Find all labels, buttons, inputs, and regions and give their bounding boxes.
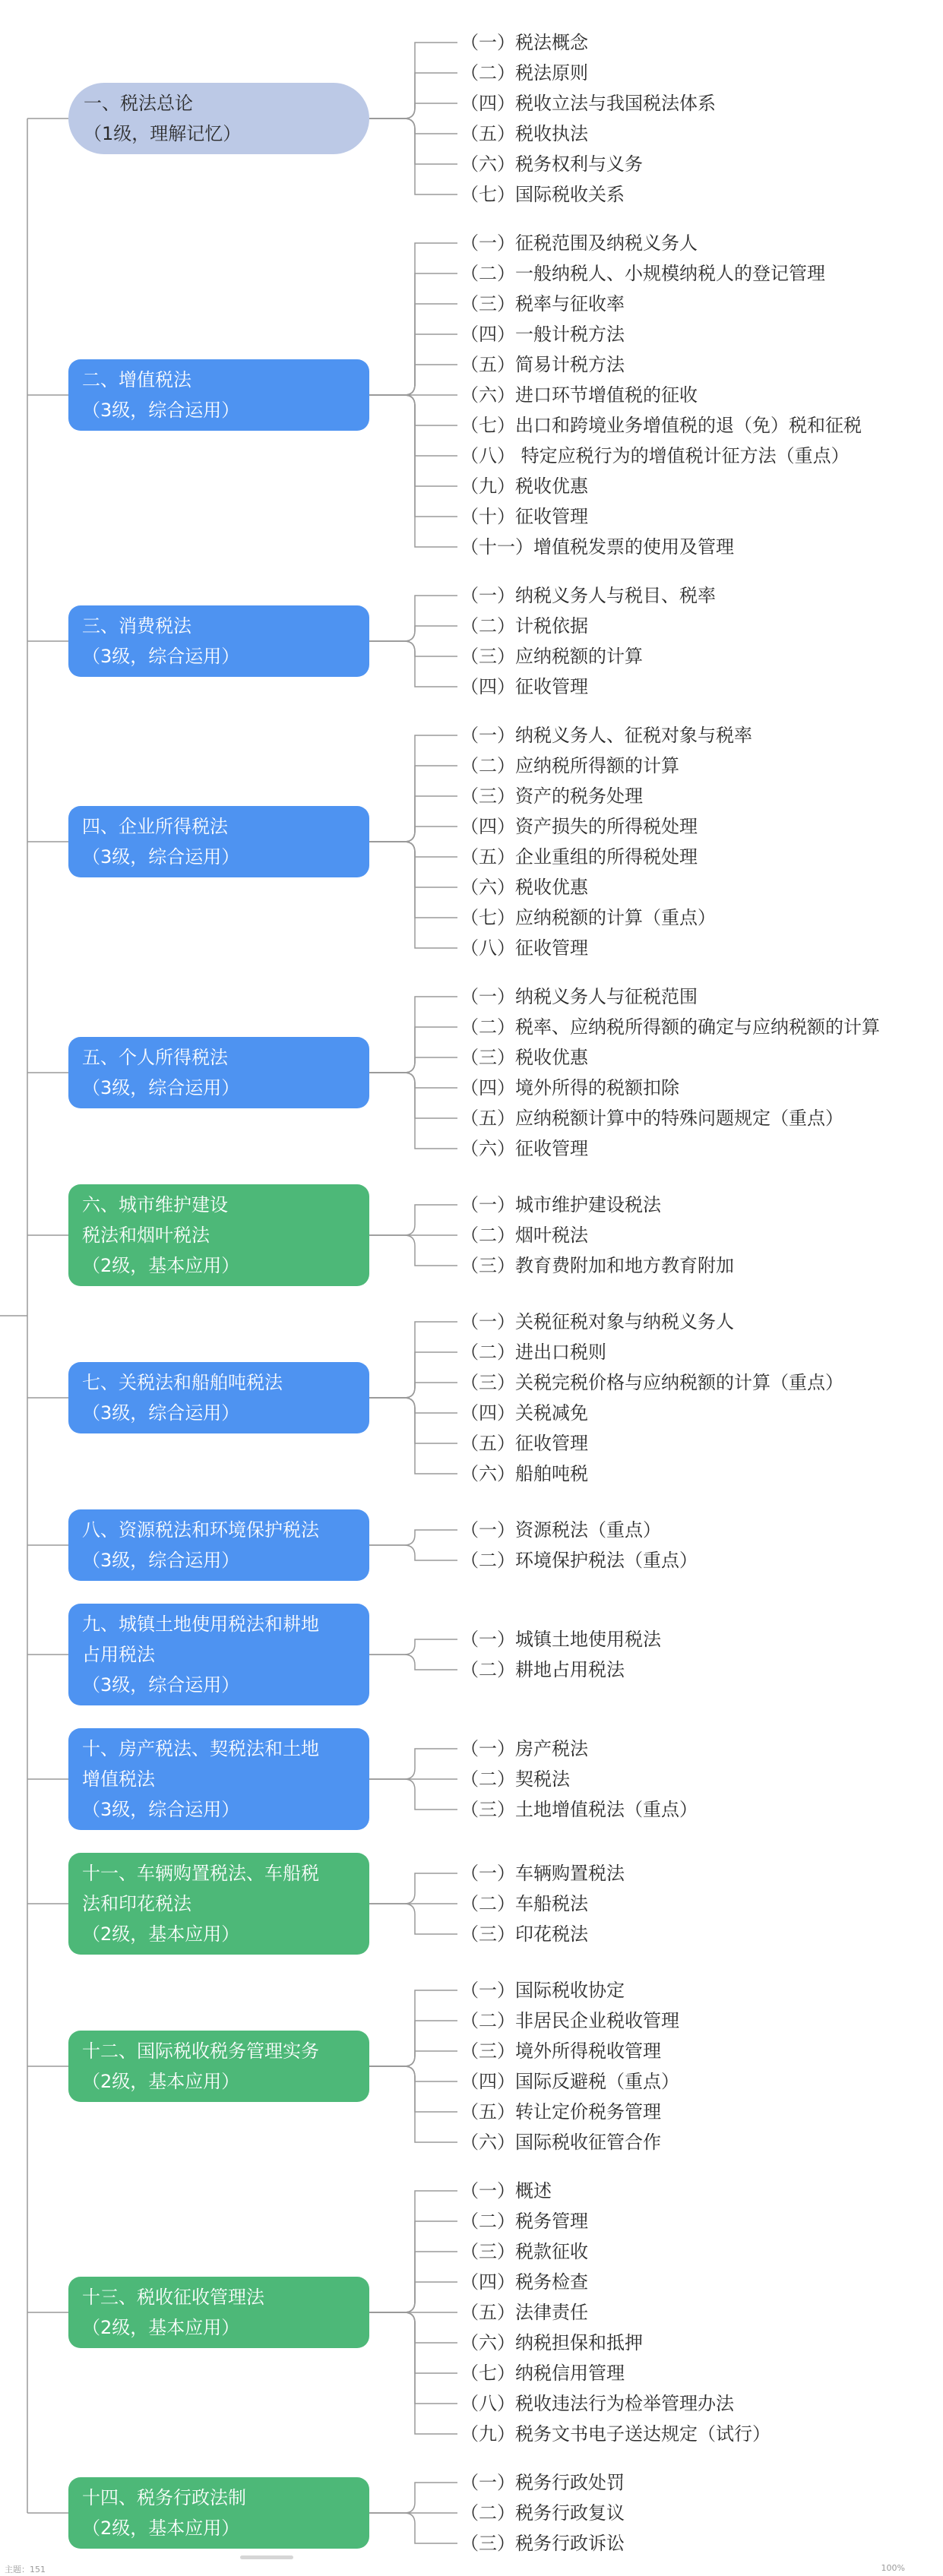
topic-title-line: 二、增值税法 bbox=[82, 369, 191, 390]
subtopic-item[interactable]: （三）印花税法 bbox=[460, 1923, 588, 1945]
topic-title-line: （3级，综合运用） bbox=[82, 400, 240, 421]
subtopic-connector bbox=[369, 395, 457, 547]
topic-title-line: （2级，基本应用） bbox=[82, 1923, 240, 1945]
subtopic-connector bbox=[369, 641, 457, 656]
subtopic-item[interactable]: （二）非居民企业税收管理 bbox=[460, 2010, 679, 2031]
subtopic-item[interactable]: （七）国际税收关系 bbox=[460, 184, 625, 205]
subtopic-connector bbox=[369, 1990, 457, 2066]
subtopic-connector bbox=[369, 73, 457, 119]
topic-node[interactable] bbox=[68, 2277, 369, 2348]
subtopic-item[interactable]: （一）税务行政处罚 bbox=[460, 2472, 625, 2493]
topic-title-line: （2级，基本应用） bbox=[82, 1255, 240, 1276]
subtopic-item[interactable]: （一）资源税法（重点） bbox=[460, 1519, 661, 1541]
subtopic-item[interactable]: （四）国际反避税（重点） bbox=[460, 2071, 679, 2092]
topic-title-line: 三、消费税法 bbox=[82, 615, 191, 637]
topic-title-line: （3级，综合运用） bbox=[82, 846, 240, 868]
subtopic-connector bbox=[369, 626, 457, 641]
topic-node[interactable] bbox=[68, 605, 369, 677]
subtopic-item[interactable]: （六）纳税担保和抵押 bbox=[460, 2332, 643, 2353]
topic-title-line: 八、资源税法和环境保护税法 bbox=[82, 1519, 319, 1541]
subtopic-connector bbox=[369, 2513, 457, 2543]
subtopic-connector bbox=[369, 1073, 457, 1149]
topic-node[interactable] bbox=[68, 1037, 369, 1108]
subtopic-connector bbox=[369, 365, 457, 395]
subtopic-item[interactable]: （一）关税征税对象与纳税义务人 bbox=[460, 1311, 734, 1332]
subtopic-connector bbox=[369, 1352, 457, 1398]
topic-title-line: 十四、税务行政法制 bbox=[82, 2487, 246, 2508]
subtopic-item[interactable]: （三）教育费附加和地方教育附加 bbox=[460, 1255, 734, 1276]
subtopic-connector bbox=[369, 1655, 457, 1670]
topic-title-line: （3级，综合运用） bbox=[82, 646, 240, 667]
subtopic-item[interactable]: （五）征收管理 bbox=[460, 1433, 588, 1454]
topic-title-line: 五、个人所得税法 bbox=[82, 1047, 228, 1068]
subtopic-item[interactable]: （三）税收优惠 bbox=[460, 1047, 588, 1068]
subtopic-item[interactable]: （二）税法原则 bbox=[460, 62, 588, 84]
subtopic-item[interactable]: （六）税务权利与义务 bbox=[460, 153, 643, 175]
subtopic-connector bbox=[369, 766, 457, 842]
topic-title-line: 七、关税法和船舶吨税法 bbox=[82, 1372, 283, 1393]
subtopic-item[interactable]: （四）税收立法与我国税法体系 bbox=[460, 93, 716, 114]
topic-node[interactable] bbox=[68, 806, 369, 877]
subtopic-item[interactable]: （一）纳税义务人与征税范围 bbox=[460, 986, 698, 1007]
subtopic-item[interactable]: （六）国际税收征管合作 bbox=[460, 2132, 661, 2153]
subtopic-item[interactable]: （八）税收违法行为检举管理办法 bbox=[460, 2393, 734, 2414]
subtopic-item[interactable]: （五）简易计税方法 bbox=[460, 354, 625, 375]
subtopic-connector bbox=[369, 997, 457, 1073]
topic-title-line: 十一、车辆购置税法、车船税 bbox=[82, 1863, 319, 1884]
subtopic-item[interactable]: （一）车辆购置税法 bbox=[460, 1863, 625, 1884]
subtopic-connector bbox=[369, 1073, 457, 1088]
topic-node[interactable] bbox=[68, 1509, 369, 1581]
subtopic-item[interactable]: （一）城市维护建设税法 bbox=[460, 1194, 661, 1215]
topic-title-line: （2级，基本应用） bbox=[82, 2071, 240, 2092]
subtopic-item[interactable]: （一）国际税收协定 bbox=[460, 1980, 625, 2001]
topic-title-line: 九、城镇土地使用税法和耕地 bbox=[82, 1614, 319, 1635]
subtopic-item[interactable]: （五）法律责任 bbox=[460, 2302, 588, 2323]
subtopic-connector bbox=[369, 1530, 457, 1545]
topic-title-line: （1级，理解记忆） bbox=[84, 123, 242, 144]
subtopic-connector bbox=[369, 2221, 457, 2312]
subtopic-item[interactable]: （四）征收管理 bbox=[460, 676, 588, 697]
subtopic-connector bbox=[369, 1398, 457, 1474]
subtopic-item[interactable]: （六）船舶吨税 bbox=[460, 1463, 588, 1484]
topic-node[interactable] bbox=[68, 1853, 369, 1955]
subtopic-connector bbox=[369, 43, 457, 119]
topic-title-line: 一、税法总论 bbox=[84, 93, 193, 114]
subtopic-item[interactable]: （三）税率与征收率 bbox=[460, 293, 625, 314]
subtopic-item[interactable]: （一）概述 bbox=[460, 2180, 552, 2201]
subtopic-item[interactable]: （二）计税依据 bbox=[460, 615, 588, 637]
subtopic-connector bbox=[369, 1749, 457, 1779]
subtopic-item[interactable]: （九）税务文书电子送达规定（试行） bbox=[460, 2423, 771, 2445]
subtopic-connector bbox=[369, 2066, 457, 2142]
subtopic-item[interactable]: （二）耕地占用税法 bbox=[460, 1659, 625, 1680]
subtopic-item[interactable]: （二）税务管理 bbox=[460, 2211, 588, 2232]
subtopic-item[interactable]: （三）税务行政诉讼 bbox=[460, 2533, 625, 2554]
topic-node[interactable] bbox=[68, 359, 369, 431]
subtopic-connector bbox=[369, 119, 457, 134]
subtopic-item[interactable]: （七）应纳税额的计算（重点） bbox=[460, 907, 716, 928]
subtopic-connector bbox=[369, 2021, 457, 2066]
topic-node[interactable] bbox=[68, 83, 369, 154]
subtopic-item[interactable]: （五）税收执法 bbox=[460, 123, 588, 144]
subtopic-item[interactable]: （二）车船税法 bbox=[460, 1893, 588, 1914]
subtopic-connector bbox=[369, 1073, 457, 1118]
subtopic-connector bbox=[369, 2282, 457, 2312]
topic-title-line: （3级，综合运用） bbox=[82, 1402, 240, 1424]
subtopic-connector bbox=[369, 1322, 457, 1398]
subtopic-item[interactable]: （一）房产税法 bbox=[460, 1738, 588, 1759]
subtopic-item[interactable]: （一）城镇土地使用税法 bbox=[460, 1629, 661, 1650]
subtopic-connector bbox=[369, 1873, 457, 1904]
subtopic-connector bbox=[369, 842, 457, 948]
subtopic-connector bbox=[369, 1057, 457, 1073]
subtopic-item[interactable]: （五）企业重组的所得税处理 bbox=[460, 846, 698, 868]
subtopic-connector bbox=[369, 2066, 457, 2081]
subtopic-item[interactable]: （三）应纳税额的计算 bbox=[460, 646, 643, 667]
subtopic-connector bbox=[369, 796, 457, 842]
subtopic-connector bbox=[369, 1639, 457, 1655]
subtopic-connector bbox=[369, 1398, 457, 1443]
topic-node[interactable] bbox=[68, 1604, 369, 1705]
subtopic-item[interactable]: （二）环境保护税法（重点） bbox=[460, 1550, 698, 1571]
subtopic-item[interactable]: （八） 特定应税行为的增值税计征方法（重点） bbox=[460, 445, 850, 466]
topic-title-line: 税法和烟叶税法 bbox=[82, 1225, 210, 1246]
topic-title-line: 四、企业所得税法 bbox=[82, 816, 228, 837]
subtopic-item[interactable]: （四）关税减免 bbox=[460, 1402, 588, 1424]
topic-title-line: 增值税法 bbox=[82, 1768, 155, 1790]
topic-node[interactable] bbox=[68, 2031, 369, 2102]
topic-title-line: 十二、国际税收税务管理实务 bbox=[82, 2040, 319, 2062]
subtopic-connector bbox=[369, 103, 457, 119]
status-bar bbox=[0, 2562, 943, 2576]
topic-title-line: （3级，综合运用） bbox=[82, 1674, 240, 1696]
subtopic-item[interactable]: （七）纳税信用管理 bbox=[460, 2363, 625, 2384]
subtopic-item[interactable]: （二）税务行政复议 bbox=[460, 2502, 625, 2524]
subtopic-item[interactable]: （八）征收管理 bbox=[460, 937, 588, 959]
subtopic-connector bbox=[369, 1205, 457, 1235]
subtopic-item[interactable]: （三）关税完税价格与应纳税额的计算（重点） bbox=[460, 1372, 843, 1393]
subtopic-item[interactable]: （九）税收优惠 bbox=[460, 476, 588, 497]
topic-node[interactable] bbox=[68, 1184, 369, 1286]
subtopic-connector bbox=[369, 1779, 457, 1810]
subtopic-connector bbox=[369, 842, 457, 887]
subtopic-item[interactable]: （二）进出口税则 bbox=[460, 1342, 606, 1363]
subtopic-item[interactable]: （三）土地增值税法（重点） bbox=[460, 1799, 698, 1820]
topic-title-line: 法和印花税法 bbox=[82, 1893, 191, 1914]
subtopic-item[interactable]: （一）纳税义务人与税目、税率 bbox=[460, 585, 716, 606]
subtopic-item[interactable]: （五）转让定价税务管理 bbox=[460, 2101, 661, 2122]
topic-title-line: （3级，综合运用） bbox=[82, 1550, 240, 1571]
subtopic-connector bbox=[369, 1398, 457, 1413]
subtopic-item[interactable]: （十一）增值税发票的使用及管理 bbox=[460, 536, 734, 558]
topic-node[interactable] bbox=[68, 1362, 369, 1433]
topic-title-line: 十、房产税法、契税法和土地 bbox=[82, 1738, 319, 1759]
subtopic-item[interactable]: （二）应纳税所得额的计算 bbox=[460, 755, 679, 776]
subtopic-connector bbox=[369, 842, 457, 918]
subtopic-item[interactable]: （二）一般纳税人、小规模纳税人的登记管理 bbox=[460, 263, 825, 284]
subtopic-connector bbox=[369, 2051, 457, 2066]
subtopic-connector bbox=[369, 641, 457, 687]
subtopic-connector bbox=[369, 119, 457, 164]
subtopic-item[interactable]: （六）进口环节增值税的征收 bbox=[460, 384, 698, 406]
topic-title-line: 十三、税收征收管理法 bbox=[82, 2287, 264, 2308]
subtopic-connector bbox=[369, 395, 457, 486]
topic-title-line: 占用税法 bbox=[82, 1644, 155, 1665]
subtopic-item[interactable]: （四）一般计税方法 bbox=[460, 324, 625, 345]
subtopic-item[interactable]: （二）烟叶税法 bbox=[460, 1225, 588, 1246]
subtopic-item[interactable]: （三）境外所得税收管理 bbox=[460, 2040, 661, 2062]
subtopic-connector bbox=[369, 1545, 457, 1560]
subtopic-connector bbox=[369, 735, 457, 842]
subtopic-item[interactable]: （四）境外所得的税额扣除 bbox=[460, 1077, 679, 1098]
subtopic-connector bbox=[369, 842, 457, 857]
subtopic-item[interactable]: （二）契税法 bbox=[460, 1768, 570, 1790]
subtopic-connector bbox=[369, 1904, 457, 1934]
topic-title-line: （2级，基本应用） bbox=[82, 2317, 240, 2338]
topic-title-line: （3级，综合运用） bbox=[82, 1799, 240, 1820]
subtopic-item[interactable]: （十）征收管理 bbox=[460, 506, 588, 527]
subtopic-connector bbox=[369, 2483, 457, 2513]
zoom-level: 100% bbox=[881, 2563, 905, 2573]
subtopic-connector bbox=[369, 1235, 457, 1266]
subtopic-connector bbox=[369, 2312, 457, 2404]
topic-node[interactable] bbox=[68, 2477, 369, 2549]
subtopic-item[interactable]: （五）应纳税额计算中的特殊问题规定（重点） bbox=[460, 1108, 843, 1129]
topic-title-line: （2级，基本应用） bbox=[82, 2518, 240, 2539]
subtopic-connector bbox=[369, 1027, 457, 1073]
subtopic-item[interactable]: （一）税法概念 bbox=[460, 32, 588, 53]
subtopic-item[interactable]: （一）征税范围及纳税义务人 bbox=[460, 232, 698, 254]
topic-title-line: （3级，综合运用） bbox=[82, 1077, 240, 1098]
topic-node[interactable] bbox=[68, 1728, 369, 1830]
subtopic-connector bbox=[369, 2066, 457, 2112]
subtopic-connector bbox=[369, 243, 457, 395]
subtopic-connector bbox=[369, 827, 457, 842]
subtopic-item[interactable]: （四）税务检查 bbox=[460, 2271, 588, 2293]
subtopic-item[interactable]: （二）税率、应纳税所得额的确定与应纳税额的计算 bbox=[460, 1016, 880, 1038]
subtopic-connector bbox=[369, 304, 457, 395]
subtopic-item[interactable]: （六）征收管理 bbox=[460, 1138, 588, 1159]
subtopic-item[interactable]: （四）资产损失的所得税处理 bbox=[460, 816, 698, 837]
horizontal-scrollbar-thumb[interactable] bbox=[240, 2555, 293, 2559]
topic-title-line: 六、城市维护建设 bbox=[82, 1194, 228, 1215]
subtopic-connector bbox=[369, 119, 457, 194]
subtopic-item[interactable]: （三）资产的税务处理 bbox=[460, 785, 643, 807]
subtopic-connector bbox=[369, 1383, 457, 1398]
subtopic-connector bbox=[369, 596, 457, 641]
subtopic-item[interactable]: （六）税收优惠 bbox=[460, 877, 588, 898]
subtopic-item[interactable]: （三）税款征收 bbox=[460, 2241, 588, 2262]
subtopic-item[interactable]: （七）出口和跨境业务增值税的退（免）税和征税 bbox=[460, 415, 862, 436]
subtopic-item[interactable]: （一）纳税义务人、征税对象与税率 bbox=[460, 725, 752, 746]
topic-count: 主题：151 bbox=[5, 2565, 46, 2574]
